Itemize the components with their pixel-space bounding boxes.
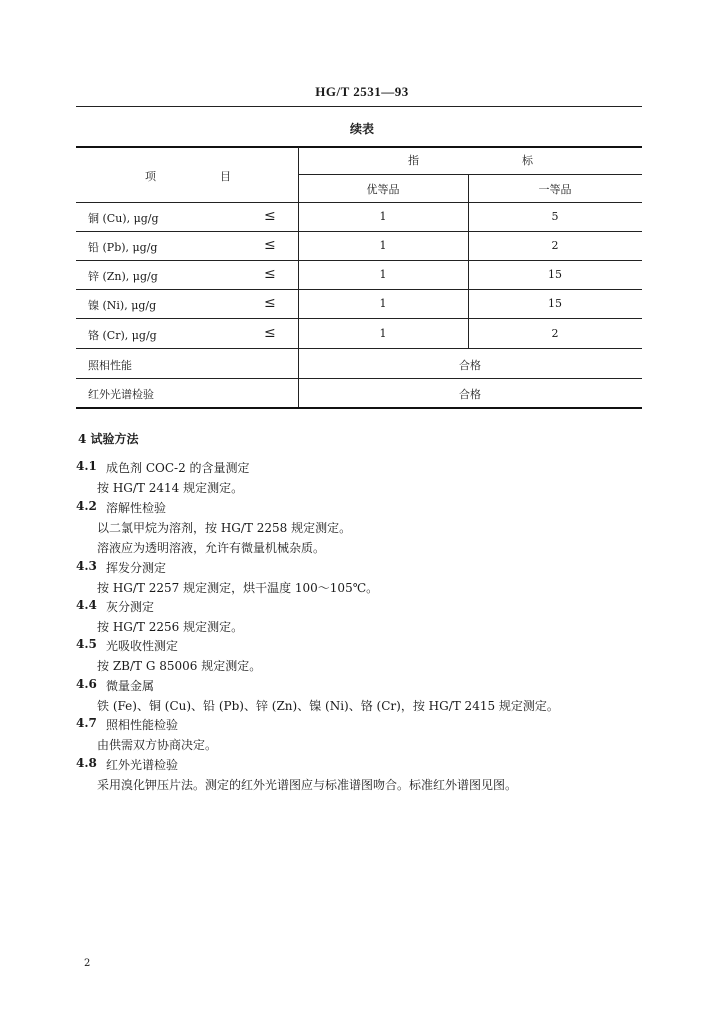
header-bottom-rule	[76, 202, 642, 203]
clause-number: 4.3	[76, 559, 97, 573]
row-limit-symbol: ≤	[264, 295, 276, 311]
row-rule	[76, 260, 642, 261]
row-item: 铬 (Cr), μg/g	[88, 329, 157, 342]
col-header-index: 指	[408, 154, 419, 167]
row-item: 铜 (Cu), μg/g	[88, 212, 159, 225]
subheader-rule	[298, 174, 642, 175]
row-premium-value: 1	[379, 239, 387, 252]
row-first-value: 15	[548, 268, 562, 281]
clause-title: 挥发分测定	[106, 561, 167, 575]
grade-first-header: 一等品	[538, 183, 572, 196]
row-rule	[76, 318, 642, 319]
col-header-item: 目	[220, 170, 231, 183]
merged-row-value: 合格	[459, 388, 481, 401]
row-first-value: 5	[551, 210, 559, 223]
row-first-value: 2	[551, 327, 559, 340]
clause-title: 微量金属	[106, 679, 155, 693]
clause-text: 铁 (Fe)、铜 (Cu)、铅 (Pb)、锌 (Zn)、镍 (Ni)、铬 (Cr)，按 HG/T 2415 规定测定。	[97, 699, 559, 713]
clause-text: 溶液应为透明溶液，允许有微量机械杂质。	[97, 541, 326, 555]
clause-number: 4.7	[76, 716, 97, 730]
clause-number: 4.8	[76, 756, 97, 770]
clause-text: 按 ZB/T G 85006 规定测定。	[97, 659, 262, 673]
clause-title: 成色剂 COC-2 的含量测定	[106, 461, 250, 475]
clause-title: 灰分测定	[106, 600, 155, 614]
clause-text: 采用溴化钾压片法。测定的红外光谱图应与标准谱图吻合。标准红外谱图见图。	[97, 778, 518, 792]
clause-text: 由供需双方协商决定。	[97, 738, 218, 752]
row-rule	[76, 231, 642, 232]
row-first-value: 2	[551, 239, 559, 252]
clause-text: 按 HG/T 2257 规定测定，烘干温度 100～105℃。	[97, 581, 379, 595]
clause-text: 按 HG/T 2414 规定测定。	[97, 481, 244, 495]
row-premium-value: 1	[379, 268, 387, 281]
clause-number: 4.5	[76, 637, 97, 651]
clause-title: 光吸收性测定	[106, 639, 179, 653]
section-heading: 4 试验方法	[78, 432, 139, 446]
merged-row-item: 红外光谱检验	[88, 388, 154, 401]
row-limit-symbol: ≤	[264, 325, 276, 341]
grade-premium-header: 优等品	[366, 183, 400, 196]
row-premium-value: 1	[379, 297, 387, 310]
row-first-value: 15	[548, 297, 562, 310]
clause-number: 4.4	[76, 598, 97, 612]
merged-row-item: 照相性能	[88, 359, 132, 372]
clause-text: 以二氯甲烷为溶剂，按 HG/T 2258 规定测定。	[97, 521, 352, 535]
merged-row-value: 合格	[459, 359, 481, 372]
header-rule	[76, 106, 642, 107]
row-rule	[76, 289, 642, 290]
row-rule	[76, 348, 642, 349]
row-limit-symbol: ≤	[264, 237, 276, 253]
col-header-item: 项	[145, 170, 156, 183]
clause-title: 照相性能检验	[106, 718, 179, 732]
row-rule	[76, 378, 642, 379]
table-caption: 续表	[349, 122, 374, 136]
row-item: 铅 (Pb), μg/g	[88, 241, 158, 254]
col-header-index: 标	[522, 154, 533, 167]
row-item: 锌 (Zn), μg/g	[88, 270, 158, 283]
row-limit-symbol: ≤	[264, 266, 276, 282]
clause-title: 红外光谱检验	[106, 758, 179, 772]
row-premium-value: 1	[379, 327, 387, 340]
row-premium-value: 1	[379, 210, 387, 223]
standard-code: HG/T 2531—93	[315, 84, 409, 99]
clause-text: 按 HG/T 2256 规定测定。	[97, 620, 244, 634]
clause-number: 4.2	[76, 499, 97, 513]
table-top-rule	[76, 146, 642, 148]
table-bottom-rule	[76, 407, 642, 409]
row-item: 镍 (Ni), μg/g	[88, 299, 157, 312]
page-number: 2	[84, 958, 91, 969]
clause-number: 4.6	[76, 677, 97, 691]
clause-number: 4.1	[76, 459, 97, 473]
row-limit-symbol: ≤	[264, 208, 276, 224]
col-divider	[468, 175, 469, 348]
clause-title: 溶解性检验	[106, 501, 167, 515]
